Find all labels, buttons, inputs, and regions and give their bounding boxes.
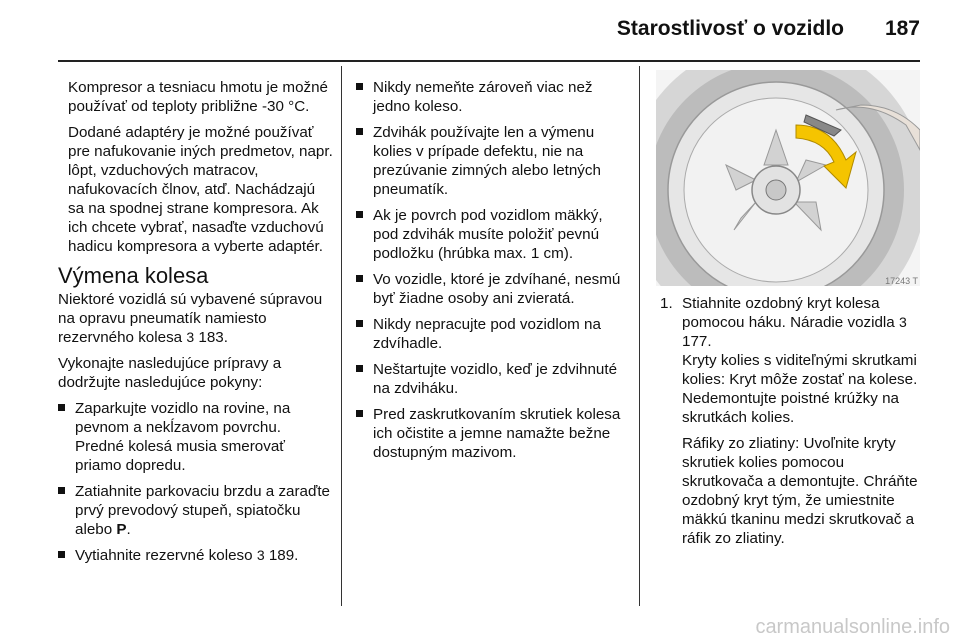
step-note-alloy-rims: Ráfiky zo zliatiny: Uvoľnite kryty skrutiek kolies pomocou skrutkovača a demontujte. Chráňte ozdobný kryt tým, že umiestnite mäkkú tkaninu medzi skrutkovač a ráfik zo zliatiny. <box>682 435 918 547</box>
square-bullet-icon <box>356 128 363 135</box>
steps-list <box>660 294 920 548</box>
square-bullet-icon <box>356 365 363 372</box>
page-ref-icon: 3 <box>899 314 907 330</box>
square-bullet-icon <box>58 404 65 411</box>
page-ref-icon: 3 <box>256 547 265 563</box>
square-bullet-icon <box>58 487 65 494</box>
list-item: Nikdy nepracujte pod vozidlom na zdvíhadle. <box>356 315 632 353</box>
step-page: 177. <box>682 333 712 350</box>
wheel-cover-figure <box>656 70 920 286</box>
page-number: 187 <box>884 17 920 40</box>
figure-number: 17243 T <box>885 276 918 286</box>
left-column <box>58 78 334 572</box>
watermark: carmanualsonline.info <box>755 616 950 638</box>
list-item: Ak je povrch pod vozidlom mäkký, pod zdvihák musíte položiť pevnú podložku (hrúbka max. 1 cm). <box>356 206 632 263</box>
page-ref-icon: 3 <box>186 329 195 345</box>
list-item: Zaparkujte vozidlo na rovine, na pevnom a nekĺzavom povrchu. Predné kolesá musia smerovať priamo dopredu. <box>58 399 334 475</box>
preparation-paragraph: Vykonajte nasledujúce prípravy a dodržujte nasledujúce pokyny: <box>58 355 282 391</box>
square-bullet-icon <box>356 320 363 327</box>
step-note-visible-bolts: Kryty kolies s viditeľnými skrutkami kolies: Kryt môže zostať na kolese. Nedemontujte poistné krúžky na skrutkách kolies. <box>682 352 918 426</box>
spare-kit-page: 183. <box>198 329 228 346</box>
park-gear-label: P <box>116 521 127 538</box>
square-bullet-icon <box>356 83 363 90</box>
intro-paragraph-1: Kompresor a tesniacu hmotu je možné používať od teploty približne -30 °C. <box>68 79 329 115</box>
column-divider-right <box>639 66 640 606</box>
spare-kit-paragraph <box>58 290 334 347</box>
preparation-list <box>58 399 334 565</box>
safety-list <box>356 78 632 462</box>
intro-paragraph-2: Dodané adaptéry je možné používať pre nafukovanie iných predmetov, napr. lôpt, vzduchových matracov, nafukovacích člnov, atď. Nachádzajú sa na spodnej strane kompresora. Ak ich chcete vybrať, nasaďte vzduchovú hadicu kompresora a vyberte adaptér. <box>68 124 333 255</box>
list-item: Nikdy nemeňte zároveň viac než jedno koleso. <box>356 78 632 116</box>
list-item: Neštartujte vozidlo, keď je zdvihnuté na zdviháku. <box>356 360 632 398</box>
list-item: Zdvihák používajte len a výmenu kolies v prípade defektu, nie na prezúvanie zimných alebo letných pneumatík. <box>356 123 632 199</box>
list-item <box>660 294 920 548</box>
right-column <box>660 294 920 555</box>
square-bullet-icon <box>356 211 363 218</box>
square-bullet-icon <box>58 551 65 558</box>
list-item: Pred zaskrutkovaním skrutiek kolesa ich očistite a jemne namažte bežne dostupným mazivom. <box>356 405 632 462</box>
page-header-title: Starostlivosť o vozidlo <box>616 17 844 40</box>
header-rule <box>58 60 920 62</box>
spare-kit-text: Niektoré vozidlá sú vybavené súpravou na opravu pneumatík namiesto rezervného kolesa <box>58 291 323 346</box>
column-divider-left <box>341 66 342 606</box>
list-item: Zatiahnite parkovaciu brzdu a zaraďte prvý prevodový stupeň, spiatočku alebo P. <box>58 482 334 539</box>
middle-column <box>356 78 632 469</box>
section-heading: Výmena kolesa <box>58 263 209 288</box>
step-number: 1. <box>660 295 673 312</box>
list-item: Vo vozidle, ktoré je zdvíhané, nesmú byť žiadne osoby ani zvieratá. <box>356 270 632 308</box>
list-item: Vytiahnite rezervné koleso 3 189. <box>58 546 334 565</box>
square-bullet-icon <box>356 410 363 417</box>
step-text: Stiahnite ozdobný kryt kolesa pomocou háku. Náradie vozidla <box>682 295 895 331</box>
square-bullet-icon <box>356 275 363 282</box>
wheel-illustration <box>656 70 920 286</box>
